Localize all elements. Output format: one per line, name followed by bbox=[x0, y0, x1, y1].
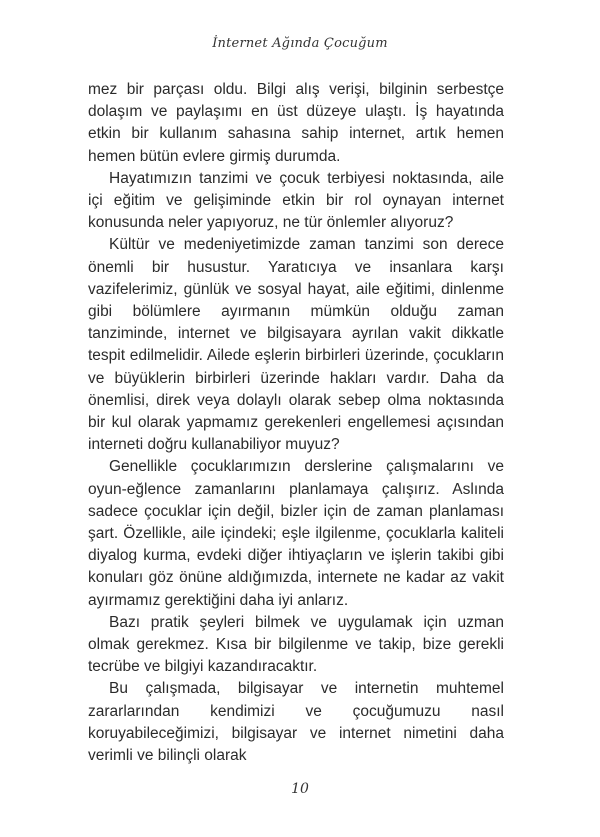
page-number: 10 bbox=[291, 781, 309, 797]
paragraph-5: Bazı pratik şeyleri bilmek ve uygulamak için uzman olmak gerekmez. Kısa bir bilgilenme ve takip, bize gerekli tecrübe ve bilgiyi kazandıracaktır. bbox=[88, 613, 504, 676]
paragraph-3: Kültür ve medeniyetimizde zaman tanzimi son derece önemli bir husustur. Yaratıcıya ve insanlara karşı vazifelerimiz, günlük ve sosyal hayat, aile eğitimi, dinlenme gibi bölümlere ayırmanın mümkün olduğu zaman tanziminde, internet ve bilgisayara ayrılan vakit dikkatle tespit edilmelidir. Ailede eşlerin birbirleri üzerinde, çocukların ve büyüklerin birbirleri üzerinde hakları vardır. Daha da önemlisi, direk veya dolaylı olarak sebep olma noktasında bir kul olarak yapmamız gerekenleri engellemesi açısından interneti doğru kullanabiliyor muyuz? bbox=[88, 236, 504, 454]
body-text bbox=[88, 79, 504, 767]
paragraph-1: mez bir parçası oldu. Bilgi alış verişi, bilginin serbestçe dolaşım ve paylaşımı en üst düzeye ulaştı. İş hayatında etkin bir kullanım sahasına sahip internet, artık hemen hemen bütün evlere girmiş durumda. bbox=[88, 81, 504, 165]
running-header: İnternet Ağında Çocuğum bbox=[212, 36, 388, 51]
paragraph-4: Genellikle çocuklarımızın derslerine çalışmalarını ve oyun-eğlence zamanlarını planlamaya çalışırız. Aslında sadece çocuklar için değil, bizler için de zaman planlaması şart. Özellikle, aile içindeki; eşle ilgilenme, çocuklarla kaliteli diyalog kurma, evdeki diğer ihtiyaçların ve işlerin takibi gibi konuları göz önüne aldığımızda, internete ne kadar az vakit ayırmamız gerektiğini daha iyi anlarız. bbox=[88, 458, 504, 609]
paragraph-6: Bu çalışmada, bilgisayar ve internetin muhtemel zararlarından kendimizi ve çocuğumuzu nasıl koruyabileceğimizi, bilgisayar ve internet nimetini daha verimli ve bilinçli olarak bbox=[88, 680, 504, 765]
paragraph-2: Hayatımızın tanzimi ve çocuk terbiyesi noktasında, aile içi eğitim ve gelişiminde etkin bir rol oynayan internet konusunda neler yapıyoruz, ne tür önlemler alıyoruz? bbox=[88, 169, 504, 232]
